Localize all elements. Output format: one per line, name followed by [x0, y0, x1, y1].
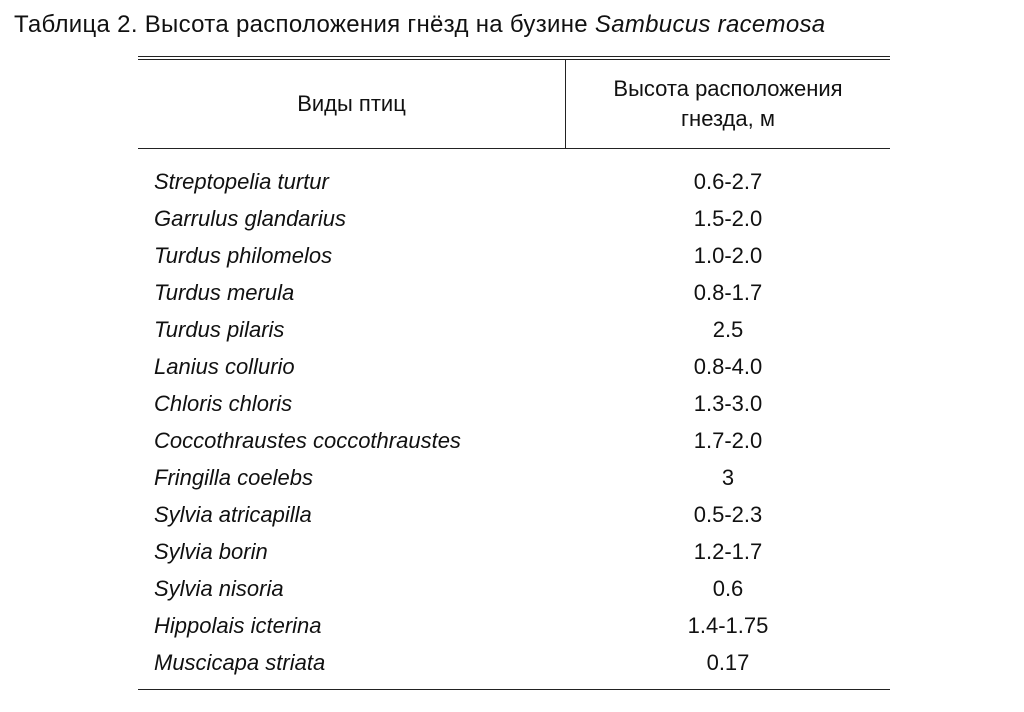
- table-row: [138, 459, 890, 496]
- species-cell: Coccothraustes coccothraustes: [154, 427, 461, 453]
- height-cell: 0.8-4.0: [693, 353, 763, 379]
- species-cell: Streptopelia turtur: [154, 168, 329, 194]
- species-cell: Sylvia nisoria: [154, 575, 284, 601]
- table-body: [138, 149, 890, 689]
- species-cell: Hippolais icterina: [154, 612, 322, 638]
- table-header: [138, 60, 890, 149]
- table-row: [138, 348, 890, 385]
- height-cell: 3: [721, 464, 735, 490]
- species-cell: Fringilla coelebs: [154, 464, 313, 490]
- height-cell: 0.8-1.7: [693, 279, 763, 305]
- caption-prefix: Таблица 2. Высота расположения гнёзд на бузине: [14, 11, 595, 38]
- species-cell: Lanius collurio: [154, 353, 295, 379]
- height-cell: 0.6-2.7: [693, 168, 763, 194]
- height-cell: 1.5-2.0: [693, 205, 763, 231]
- height-cell: 1.2-1.7: [693, 538, 763, 564]
- species-cell: Chloris chloris: [154, 390, 293, 416]
- species-cell: Sylvia atricapilla: [154, 501, 312, 527]
- height-cell: 1.3-3.0: [693, 390, 763, 416]
- species-cell: Garrulus glandarius: [154, 205, 346, 231]
- table-row: [138, 644, 890, 681]
- table-row: [138, 533, 890, 570]
- table-caption: [14, 10, 825, 40]
- species-cell: Muscicapa striata: [154, 649, 326, 675]
- species-cell: Turdus merula: [154, 279, 295, 305]
- height-cell: 0.17: [706, 649, 750, 675]
- table-row: [138, 274, 890, 311]
- nest-height-table: [138, 56, 890, 690]
- header-species: Виды птиц: [138, 60, 566, 148]
- table-row: [138, 163, 890, 200]
- table-bottom-rule: [138, 689, 890, 690]
- table-row: [138, 385, 890, 422]
- table-row: [138, 200, 890, 237]
- table-row: [138, 237, 890, 274]
- species-cell: Turdus philomelos: [154, 242, 333, 268]
- height-cell: 1.4-1.75: [687, 612, 769, 638]
- height-cell: 0.6: [712, 575, 744, 601]
- caption-scientific-name: Sambucus racemosa: [594, 11, 826, 38]
- table-row: [138, 570, 890, 607]
- height-cell: 1.0-2.0: [693, 242, 763, 268]
- height-cell: 2.5: [712, 316, 744, 342]
- species-cell: Turdus pilaris: [154, 316, 285, 342]
- table-row: [138, 422, 890, 459]
- height-cell: 0.5-2.3: [693, 501, 763, 527]
- table-row: [138, 607, 890, 644]
- height-cell: 1.7-2.0: [693, 427, 763, 453]
- header-height-line1: Высота расположения: [613, 76, 843, 101]
- header-height: [566, 60, 890, 148]
- table-row: [138, 311, 890, 348]
- header-height-line2: гнезда, м: [681, 106, 775, 131]
- table-row: [138, 496, 890, 533]
- species-cell: Sylvia borin: [154, 538, 268, 564]
